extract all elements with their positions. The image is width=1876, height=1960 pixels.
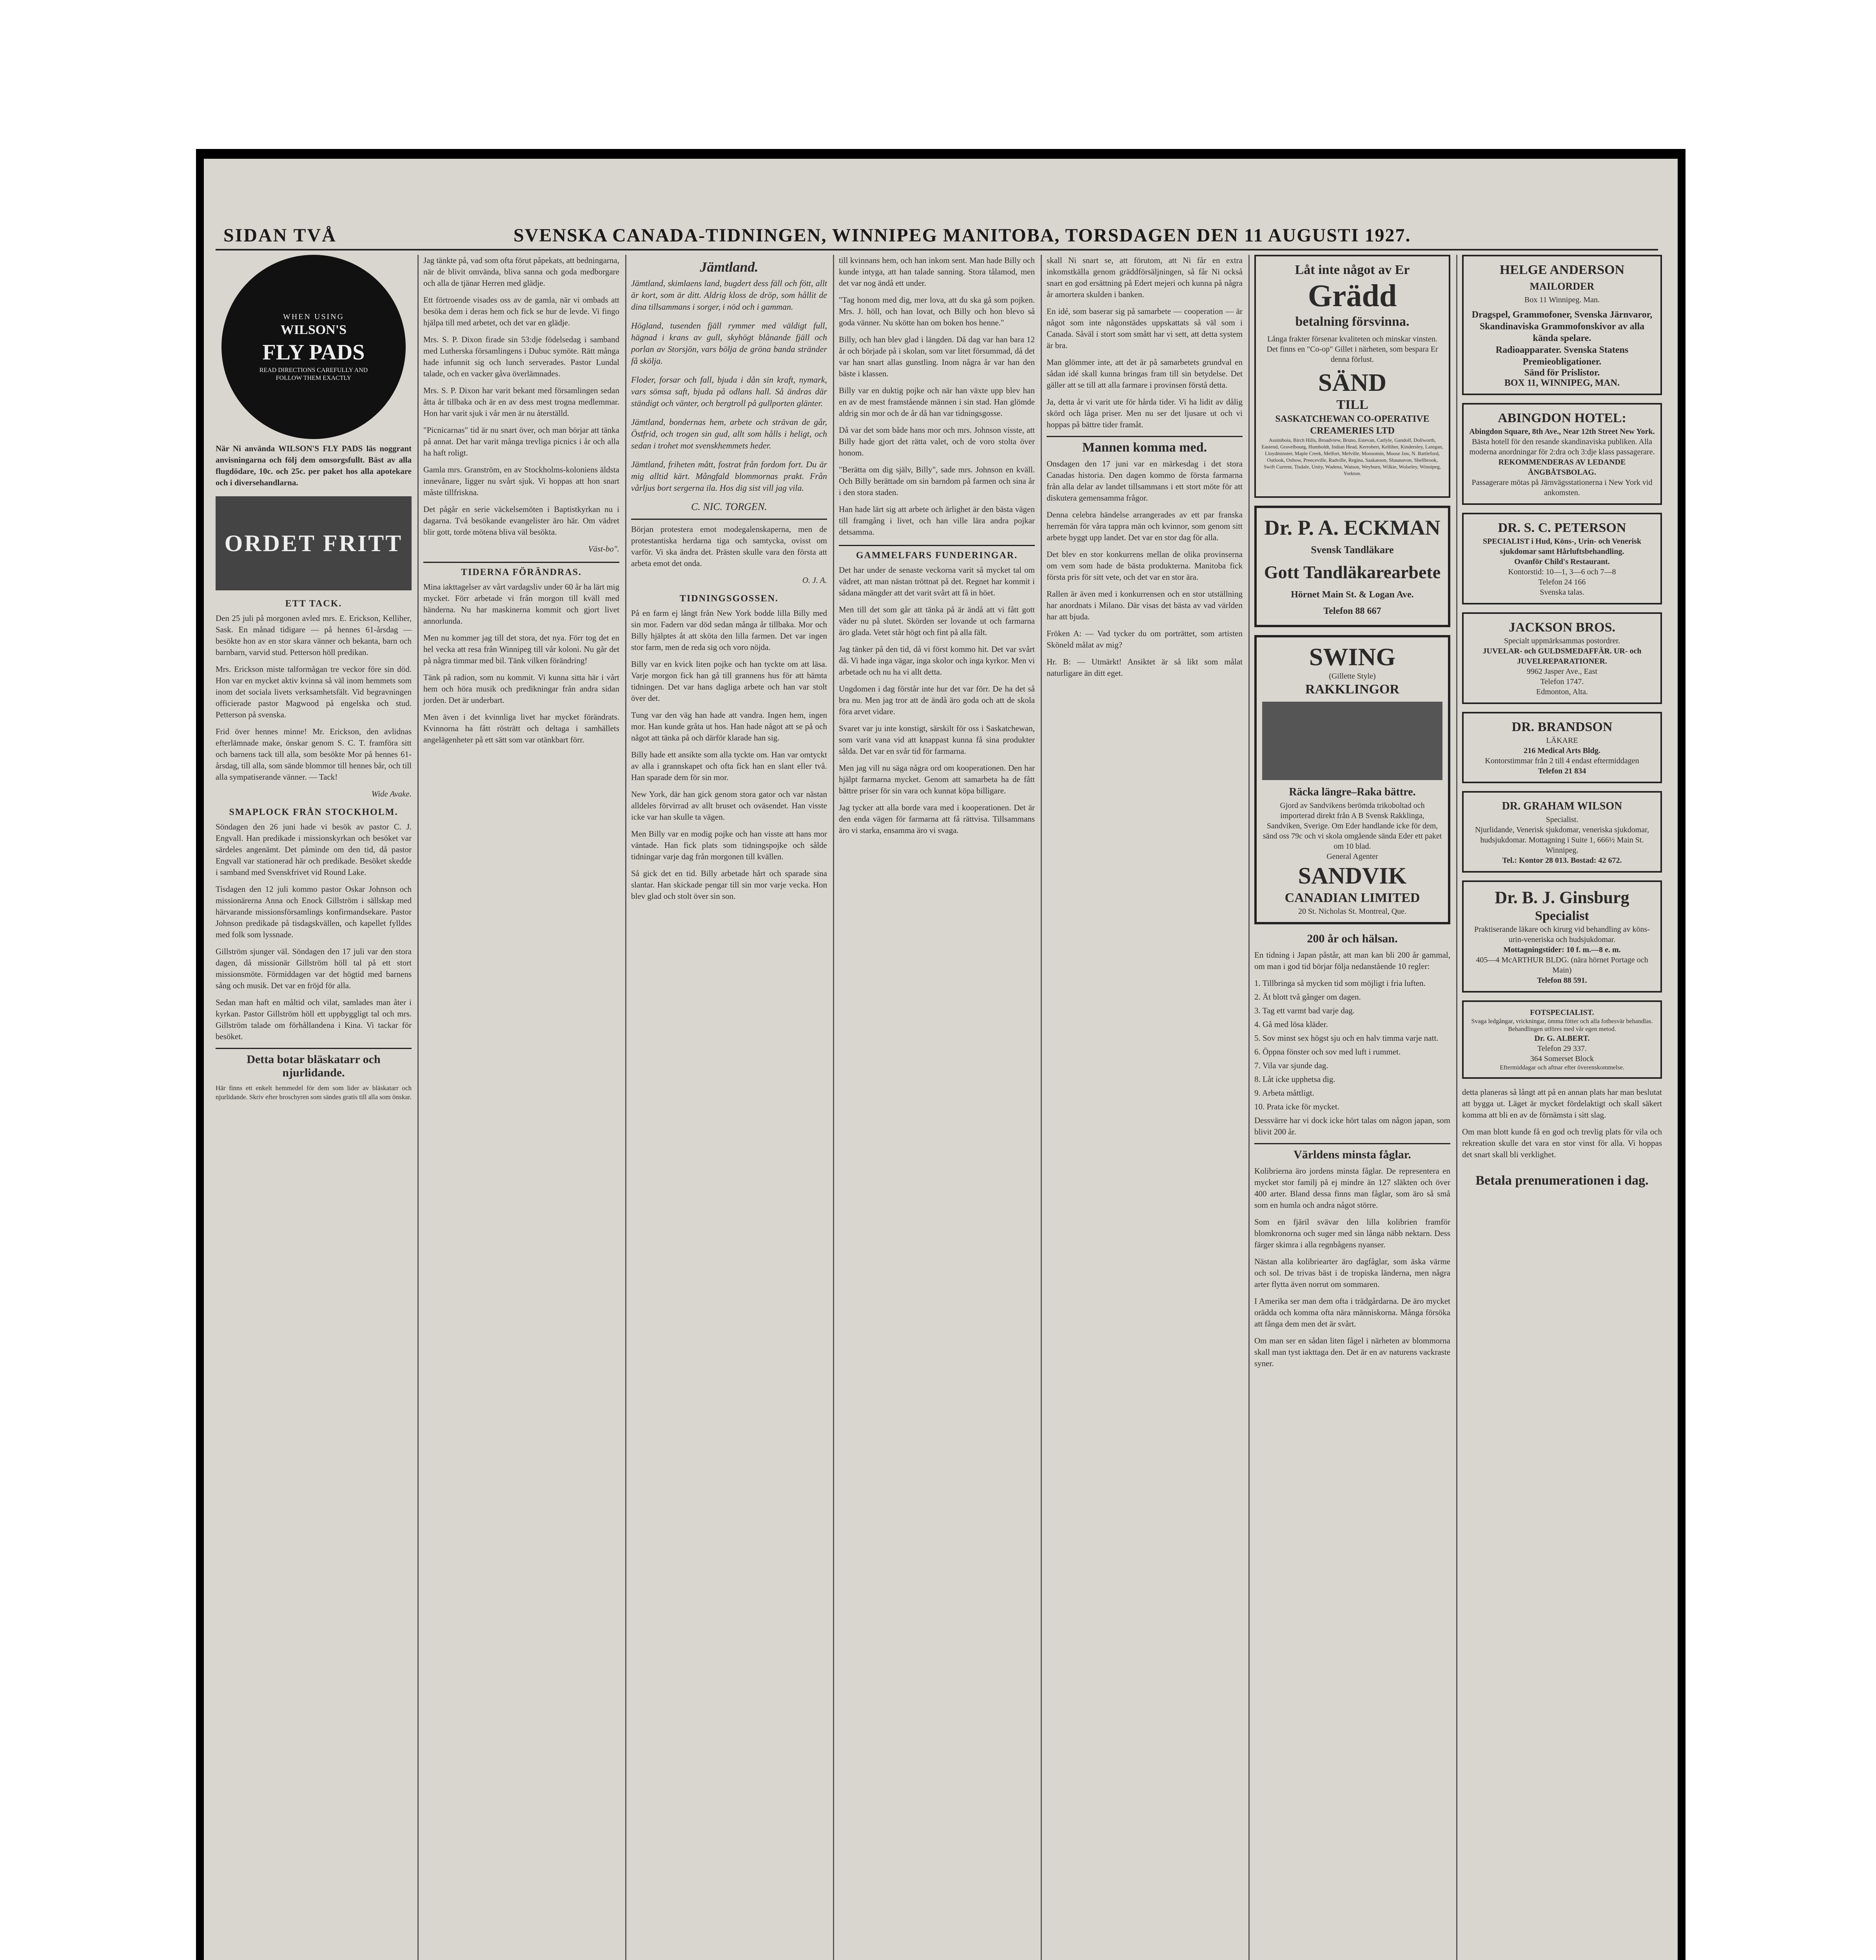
eckman-address: Hörnet Main St. & Logan Ave. <box>1291 590 1414 600</box>
col4-paragraph-4: Billy var en duktig pojke och när han växte upp blev han en av de mest framstående männen i sin stad. Han glömde aldrig sin mor och de år då han var tidningsgosse. <box>839 386 1035 418</box>
ginsburg-sub: Specialist <box>1535 909 1589 923</box>
col5-paragraph-3: Man glömmer inte, att det är på samarbetets grundval en sådan idé skall kunna bringas fram till sin betydelse. Det gäller att se till att alla farmare i provinsen förstå detta. <box>1047 358 1243 390</box>
swing-tagline: Räcka längre–Raka bättre. <box>1289 786 1416 798</box>
col2-paragraph-2: Ett förtroende visades oss av de gamla, när vi ombads att besöka dem i deras hem och fick se hur de levde. Vi fingo hjälpa till med arbetet, och det var en glädje. <box>423 295 619 327</box>
tack-title: ETT TACK. <box>285 599 342 609</box>
tid-body-3: Tung var den väg han hade att vandra. Ingen hem, ingen mor. Han kunde gråta ut hos. Han hade något att se på och något att tänka på och därför klarade han sig. <box>631 710 827 742</box>
halsan-rule-item: 3. Tag ett varmt bad varje dag. <box>1254 1006 1355 1015</box>
swing-body: Gjord av Sandvikens berömda trikoboltad och importerad direkt från A B Svensk Rakklinga, Sandviken, Sverige. Om Eder handlande icke för dem, sänd oss 79c och vi skola omgående sända Eder ett paket om 10 blad. <box>1263 801 1442 851</box>
peterson-hours: Kontorstid: 10—1, 3—6 och 7—8 <box>1508 568 1616 576</box>
gf-body-3: Jag tänker på den tid, då vi först kommo hit. Det var svårt då. Vi hade inga vägar, inga skolor och inga kyrkor. Men vi arbetade och nu ha vi allt detta. <box>839 644 1035 677</box>
anderson-address: Box 11 Winnipeg. Man. <box>1524 296 1600 304</box>
halsan-rule-item: 9. Arbeta måttligt. <box>1254 1088 1314 1098</box>
stockholm-body: Söndagen den 26 juni hade vi besök av pastor C. J. Engvall. Han predikade i missionskyrkan och besöket var särdeles angenämt. Det påminde om den tid, då pastor Engvall var stationerad här och predikade. Besöket skedde i samband med Svenskfrivet vid Round Lake. <box>216 822 412 877</box>
anderson-body-2: Radioapparater. Svenska Statens Premieobligationer. <box>1495 345 1629 367</box>
halsan-rule-item: 8. Låt icke upphetsa dig. <box>1254 1074 1335 1084</box>
flypads-line2: WILSON'S <box>280 323 347 337</box>
col2-paragraph-6: Gamla mrs. Granström, en av Stockholms-koloniens äldsta innevånare, ligger nu svårt sjuk. Vi hoppas att hon snart måste tillfriskna. <box>423 465 619 497</box>
swing-sub: (Gillette Style) <box>1329 672 1376 681</box>
jackson-city: Edmonton, Alta. <box>1536 688 1588 696</box>
flypads-ad <box>221 255 406 439</box>
faglar-body-4: I Amerika ser man dem ofta i trädgårdarna. De äro mycket orädda och komma ofta nära människorna. Många försöka att fånga dem men det är svårt. <box>1254 1296 1450 1328</box>
froken-a-line: Fröken A: — Vad tycker du om porträttet, som artisten Sköneld målat av mig? <box>1047 629 1243 650</box>
column-rule <box>1041 255 1042 1960</box>
jackson-body-2: JUVELAR- och GULDSMEDAFFÄR. UR- och JUVELREPARATIONER. <box>1482 647 1642 666</box>
abingdon-address: Abingdon Square, 8th Ave., Near 12th Street New York. <box>1469 427 1655 436</box>
halsan-rule-item: 5. Sov minst sex högst sju och en halv timma varje natt. <box>1254 1033 1439 1043</box>
col2-paragraph-5: "Picnicarnas" tid är nu snart över, och man börjar att tänka på annat. Det har varit många trevliga picnics i år och alla ha haft roligt. <box>423 425 619 457</box>
tid-body-4: Billy hade ett ansikte som alla tyckte om. Han var omtyckt av alla i grannskapet och ofta fick han en slant eller två. Han sparade dem för sin mor. <box>631 750 827 782</box>
stockholm-body-2: Tisdagen den 12 juli kommo pastor Oskar Johnson och missionärerna Anna och Enock Gillström i sällskap med härvarande missionsförsamlings konfirmandsekare. Pastor Johnson predikade på tisdagskvällen, och kapellet fylldes med folk som lyssnade. <box>216 884 412 939</box>
halsan-rule-item: 10. Prata icke för mycket. <box>1254 1102 1339 1111</box>
column-rule <box>1456 255 1457 1960</box>
tack-body-3: Frid över hennes minne! Mr. Erickson, den avlidnas efterlämnade make, önskar genom S. C. T. framföra sitt och barnens tack till alla, som besökte Mor på hennes 61-årsdag, till alla, som sände blommor till hennes bår, och till alla sympatiserande vänner. — Tack! <box>216 727 412 782</box>
abingdon-ad <box>1462 403 1662 505</box>
anderson-ad <box>1462 255 1662 395</box>
tack-signature: Wide Avake. <box>371 789 412 799</box>
mannen-body-2: Denna celebra händelse arrangerades av ett par franska herremän för våra tappra män och kvinnor, som genom sitt arbete byggt upp landet. Det var en stor dag för alla. <box>1047 510 1243 542</box>
halsan-rule-item: 2. Ät blott två gånger om dagen. <box>1254 992 1361 1002</box>
tid-body-2: Billy var en kvick liten pojke och han tyckte om att läsa. Varje morgon fick han gå till grannens hus för att hämta tidningen. Det var hans dagliga arbete och han var stolt över det. <box>631 659 827 703</box>
wilson-body: Njurlidande, Venerisk sjukdomar, veneriska sjukdomar, hudsjukdomar. Mottagning i Suite 1, 666½ Main St. Winnipeg. <box>1475 826 1649 855</box>
forandras-body-2: Men nu kommer jag till det stora, det nya. Förr tog det en hel vecka att resa från Winnipeg till vår koloni. Nu går det på några timmar med bil. Tänk vilken förändring! <box>423 633 619 665</box>
halsan-rule-item: 4. Gå med lösa kläder. <box>1254 1020 1328 1029</box>
brandson-name: DR. BRANDSON <box>1511 720 1613 734</box>
ginsburg-body: Praktiserande läkare och kirurg vid behandling av köns-urin-veneriska och hudsjukdomar. <box>1474 925 1650 944</box>
fotspec-address: 364 Somerset Block <box>1530 1054 1594 1063</box>
page-header <box>216 221 1658 250</box>
jackson-address: 9962 Jasper Ave., East <box>1526 667 1598 676</box>
gradd-line1: Låt inte något av Er <box>1295 263 1410 277</box>
col3-paragraph-1: Början protestera emot modegalenskaperna, men de protestantiska herdarna tiga och samtycka, ovisst om varför. Vi ska ändra det. Prästen skulle vara den första att arbeta emot det onda. <box>631 519 827 569</box>
col2-paragraph-1: Jag tänkte på, vad som ofta förut påpekats, att bedningarna, när de blivit omvända, bliva sanna och goda medborgare och alla de tjänar Herren med glädje. <box>423 256 619 288</box>
gf-body-6: Men jag vill nu säga några ord om kooperationen. Den har hjälpt farmarna mycket. Genom att samarbeta ha de fått bättre priser för sin vara och kunnat köpa billigare. <box>839 763 1035 795</box>
fotspec-name: Dr. G. ALBERT. <box>1534 1034 1590 1043</box>
abingdon-name: ABINGDON HOTEL: <box>1498 411 1626 425</box>
gf-body-4: Ungdomen i dag förstår inte hur det var förr. De ha det så bra nu. Men jag tror att de ändå äro goda och att de skola föra arvet vidare. <box>839 684 1035 716</box>
tid-body-7: Så gick det en tid. Billy arbetade hårt och sparade sina slantar. Han skickade pengar till sin mor varje vecka. Hon blev glad och stolt över sin son. <box>631 869 827 901</box>
eckman-sub: Svensk Tandläkare <box>1311 544 1394 555</box>
fotspec-phone: Telefon 29 337. <box>1537 1044 1587 1053</box>
poem-title: Jämtland. <box>700 259 758 275</box>
peterson-body-2: Ovanför Child's Restaurant. <box>1514 557 1610 566</box>
halsan-title: 200 år och hälsan. <box>1307 932 1398 945</box>
col5-paragraph-2: En idé, som baserar sig på samarbete — cooperation — är något som inte någonstädes uppskattats så väl som i Canada. Såväl i stort som smått har vi sett, att detta system är bra. <box>1047 307 1243 350</box>
column-6 <box>1254 255 1450 1375</box>
poem-stanza-1: Jämtland, skimlaens land, bugdert dess fäll och fött, allt är kort, som är ditt. Aldrig kloss de dröp, som hållit de dina tillsammans i sorger, i nöd och i gamman. <box>631 278 827 312</box>
gradd-send: SÄND <box>1318 368 1387 396</box>
swing-address: 20 St. Nicholas St. Montreal, Que. <box>1298 907 1407 916</box>
wilson-phone: Tel.: Kontor 28 013. Bostad: 42 672. <box>1502 856 1622 865</box>
detta-body: Här finns ett enkelt hemmedel för dem som lider av bläskatarr och njurlidande. Skriv efter broschyren som sändes gratis till alla som önskar. <box>216 1084 412 1101</box>
ginsburg-hours: Mottagningstider: 10 f. m.—8 e. m. <box>1503 946 1621 954</box>
swing-ad <box>1254 635 1450 924</box>
hr-b-line: Hr. B: — Utmärkt! Ansiktet är så likt som målat naturligare än ditt eget. <box>1047 657 1243 678</box>
column-rule <box>417 255 419 1960</box>
gf-body: Det har under de senaste veckorna varit så mycket tal om vädret, att man nästan tröttnat på det. Regnet har kommit i sådana mängder att det varit svårt att få in höet. <box>839 565 1035 597</box>
ginsburg-ad <box>1462 880 1662 993</box>
flypads-line4: READ DIRECTIONS CAREFULLY AND FOLLOW THEM EXACTLY <box>259 367 368 381</box>
gradd-till: TILL <box>1336 397 1368 412</box>
forandras-title: TIDERNA FÖRÄNDRAS. <box>423 562 619 578</box>
halsan-rule-item: 1. Tillbringa så mycken tid som möjligt i fria luften. <box>1254 978 1426 988</box>
jackson-name: JACKSON BROS. <box>1508 620 1616 635</box>
column-3 <box>631 255 827 907</box>
peterson-lang: Svenska talas. <box>1540 588 1584 597</box>
poem-stanza-2: Högland, tusenden fjäll rymmer med väldigt full, hägnad i krans av gull, skyhögt blånande fjäll och porlan av Storsjön, vars bölja de gröna banda stränder få skölja. <box>631 321 827 366</box>
faglar-body-3: Nästan alla kolibriearter äro dagfåglar, som äska värme och sol. De trivas bäst i de tropiska länderna, men några arter flytta även norrut om sommaren. <box>1254 1257 1450 1289</box>
abingdon-body-2: REKOMMENDERAS AV LEDANDE ÅNGBÅTSBOLAG. <box>1498 458 1626 477</box>
column-5 <box>1047 255 1243 684</box>
tid-body: På en farm ej långt från New York bodde lilla Billy med sin mor. Fadern var död sedan många år tillbaka. Mor och Billy hjälptes åt att sköta den lilla farmen. Det var ingen stor farm, men de reda sig och voro nöjda. <box>631 608 827 652</box>
col2-paragraph-3: Mrs. S. P. Dixon firade sin 53:dje födelsedag i samband med Lutherska församlingens i Dubuc symöte. Rätt många hade infunnit sig och lunch serverades. Pastor Lundal talade, och en vacker gåva överlämnades. <box>423 335 619 378</box>
fotspec-body: Svaga ledgångar, vrickningar, ömma fötter och alla fotbesvär behandlas. Behandlingen utföres med vår egen metod. <box>1471 1018 1653 1033</box>
brandson-phone: Telefon 21 834 <box>1538 767 1586 775</box>
peterson-phone: Telefon 24 166 <box>1538 578 1586 586</box>
gammelfar-title: GAMMELFARS FUNDERINGAR. <box>839 545 1035 561</box>
ginsburg-address: 405—4 McARTHUR BLDG. (nära hörnet Portage och Main) <box>1476 956 1648 975</box>
gradd-line3: betalning försvinna. <box>1295 314 1410 329</box>
mannen-body: Onsdagen den 17 juni var en märkesdag i det stora Canadas historia. Den dagen kommo de första farmarna från alla delar av landet tillsammans i ett stort möte för att diskutera gemensamma frågor. <box>1047 459 1243 503</box>
column-rule <box>625 255 626 1960</box>
ginsburg-name: Dr. B. J. Ginsburg <box>1495 888 1629 907</box>
gradd-line2: Grädd <box>1308 279 1397 313</box>
tid-body-6: Men Billy var en modig pojke och han visste att hans mor väntade. Han fick plats som tidningspojke och sålde tidningar varje dag från morgonen till kvällen. <box>631 829 827 861</box>
forandras-body-3: Tänk på radion, som nu kommit. Vi kunna sitta här i vårt hem och höra musik och predikningar från andra sidan jorden. Det är underbart. <box>423 673 619 705</box>
column-1 <box>216 255 412 1107</box>
column-4 <box>839 255 1035 842</box>
col7-slut-text: detta planeras så långt att på en annan plats har man beslutat att bygga ut. Läget är mycket fördelaktigt och skall säkert komma att bli en av de förnämsta i sitt slag. <box>1462 1087 1662 1120</box>
ordet-fritt-banner: ORDET FRITT <box>216 496 412 590</box>
gf-body-2: Men till det som går att tänka på är ändå att vi fått gott väder nu på slutet. Skörden ser lovande ut och farmarna äro glada. Vetet står högt och fint på alla fält. <box>839 605 1035 637</box>
col4-paragraph-6: "Berätta om dig själv, Billy", sade mrs. Johnson en kväll. Och Billy berättade om sin barndom på farmen och sina år i den stora staden. <box>839 465 1035 497</box>
anderson-sub: MAILORDER <box>1529 281 1595 292</box>
col3-signature: O. J. A. <box>802 575 827 585</box>
gradd-ad <box>1254 255 1450 498</box>
wilson-name: DR. GRAHAM WILSON <box>1502 800 1622 812</box>
tack-body: Den 25 juli på morgonen avled mrs. E. Erickson, Kelliher, Sask. En månad tidigare — på hennes 61-årsdag — besökte hon av en stor skara vänner och bekanta, barn och barnbarn, varvid stud. Petterson höll predikan. <box>216 613 412 657</box>
col4-paragraph-5: Då var det som både hans mor och mrs. Johnson visste, att Billy hade gjort det rätta valet, och de voro stolta över honom. <box>839 425 1035 457</box>
eckman-ad <box>1254 506 1450 627</box>
jackson-body: Specialt uppmärksammas postordrer. <box>1504 637 1620 645</box>
eckman-phone: Telefon 88 667 <box>1323 606 1381 616</box>
col5-paragraph-4: Ja, detta år vi varit ute för hårda tider. Vi ha lidit av dålig skörd och låga priser. Men nu ser det ljusare ut och vi hoppas på bättre tider framåt. <box>1047 397 1243 429</box>
halsan-end: Dessvärre har vi dock icke hört talas om någon japan, som blivit 200 år. <box>1254 1116 1450 1136</box>
peterson-ad <box>1462 513 1662 604</box>
betala-notice: Betala prenumerationen i dag. <box>1475 1173 1649 1188</box>
mannen-body-3: Det blev en stor konkurrens mellan de olika provinserna om vem som hade de bästa produkterna. Manitoba fick första pris för sitt vete, och det var en stor ära. <box>1047 550 1243 582</box>
poem-stanza-5: Jämtland, friheten mått, fostrat från fordom fort. Du är mig alltid kärt. Mångfald blommornas prakt. Från vårljus bort sergerna ila. Hos dig sist vill jag vila. <box>631 459 827 493</box>
gradd-places: Assiniboia, Birch Hills, Broadview, Bruno, Estevan, Carlyle, Gandolf, Dollworth, Eastend, Gravelbourg, Humboldt, Indian Head, Kerrobert, Kelliher, Kindersley, Lanigan, Lloydminster, Maple Creek, Melfort, Melville, Moosomin, Moose Jaw, N. Battleford, Outlook, Oxbow, Preeceville, Radville, Regina, Saskatoon, Shaunavon, Shellbrook, Swift Current, Tisdale, Unity, Wadena, Watson, Weyburn, Wilkie, Wolseley, Winnipeg, Yorkton. <box>1261 437 1443 476</box>
eckman-slogan: Gott Tandläkarearbete <box>1264 562 1441 582</box>
halsan-body: En tidning i Japan påstår, att man kan bli 200 år gammal, om man i god tid börjar följa nedanstående 10 regler: <box>1254 950 1450 971</box>
wilson-sub: Specialist. <box>1546 815 1578 824</box>
halsan-rule-item: 6. Öppna fönster och sov med luft i rummet. <box>1254 1047 1401 1056</box>
jackson-phone: Telefon 1747. <box>1540 677 1584 686</box>
brandson-ad <box>1462 712 1662 783</box>
fotspecialist-ad <box>1462 1000 1662 1079</box>
faglar-body-2: Som en fjäril svävar den lilla kolibrien framför blomkronorna och suger med sin långa näbb nektarn. Dess färger skimra i alla regnbågens nyanser. <box>1254 1217 1450 1249</box>
swing-product: RAKKLINGOR <box>1305 682 1399 697</box>
forandras-body: Mina iakttagelser av vårt vardagsliv under 60 år ha lärt mig mycket. Förr arbetade vi från morgon till kväll med händerna. Nu har maskinerna kommit och gjort livet annorlunda. <box>423 582 619 626</box>
fotspec-hours: Eftermiddagar och aftnar efter överenskommelse. <box>1500 1064 1624 1071</box>
swing-company: SANDVIK <box>1298 863 1407 889</box>
anderson-name: HELGE ANDERSON <box>1499 263 1625 277</box>
stockholm-title: SMAPLOCK FRÅN STOCKHOLM. <box>229 807 398 817</box>
poem-stanza-3: Floder, forsar och fall, bjuda i dån sin kraft, nymark, vars sömsa saft, bjuda på odlans hall. Så ändras där ständigt och vänter, och bergtroll på gullporten glänter. <box>631 375 827 408</box>
halsan-rule-list <box>1254 978 1450 1112</box>
brandson-hours: Kontorstimmar från 2 till 4 endast eftermiddagen <box>1485 757 1639 765</box>
column-rule <box>1248 255 1250 1960</box>
col4-paragraph-7: Han hade lärt sig att arbete och ärlighet är den bästa vägen till framgång i livet, och han ville lära andra pojkar detsamma. <box>839 505 1035 537</box>
flypads-body: När Ni använda WILSON'S FLY PADS läs noggrant anvisningarna och följ dem omsorgsfullt. Bäst av alla flugdödare, 10c. och 25c. per paket hos alla apotekare och i diversehandlarna. <box>216 444 412 487</box>
column-2 <box>423 255 619 751</box>
page-label: SIDAN TVÅ <box>223 225 337 246</box>
ginsburg-phone: Telefon 88 591. <box>1537 976 1587 985</box>
anderson-address-2: BOX 11, WINNIPEG, MAN. <box>1504 378 1620 388</box>
gf-body-7: Jag tycker att alla borde vara med i kooperationen. Det är den enda vägen för farmarna att få rättvisa. Tillsammans äro vi starka, ensamma äro vi svaga. <box>839 803 1035 835</box>
mannen-body-4: Rallen är även med i konkurrensen och en stor utställning har anordnats i Milano. Där visas det bästa av vad världen har att bjuda. <box>1047 589 1243 621</box>
razor-image <box>1262 702 1442 780</box>
peterson-name: DR. S. C. PETERSON <box>1498 521 1626 535</box>
flypads-line3: FLY PADS <box>262 340 365 365</box>
gf-body-5: Svaret var ju inte konstigt, särskilt för oss i Saskatchewan, som varit vana vid att knappast kunna få sina produkter sålda. Det var en svår tid för farmarna. <box>839 724 1035 756</box>
tack-body-2: Mrs. Erickson miste talformågan tre veckor före sin död. Hon var en mycket aktiv kvinna så väl inom hemmets som inom det sociala livets verksamhetsfält. Vid begravningen officierade pastor Magwood på engelska och stud. Petterson på svenska. <box>216 664 412 719</box>
tid-body-5: New York, där han gick genom stora gator och var nästan alldeles förvirrad av allt bruset och oväsendet. Han visste icke var han skulle ta vägen. <box>631 789 827 822</box>
poem-signature: C. NIC. TORGEN. <box>691 501 767 512</box>
column-7 <box>1462 255 1662 1193</box>
newspaper-page <box>204 159 1678 1960</box>
wilson-ad <box>1462 791 1662 873</box>
masthead: SVENSKA CANADA-TIDNINGEN, WINNIPEG MANITOBA, TORSDAGEN DEN 11 AUGUSTI 1927. <box>513 225 1411 246</box>
tidningsgossen-title: TIDNINGSGOSSEN. <box>679 593 779 604</box>
fotspec-title: FOTSPECIALIST. <box>1530 1008 1594 1017</box>
swing-company-2: CANADIAN LIMITED <box>1285 891 1420 905</box>
col2-signature: Väst-bo". <box>588 544 619 554</box>
col7-slut-text-2: Om man blott kunde få en god och trevlig plats för vila och rekreation skulle det vara en stor vinst för alla. Vi hoppas det snart skall bli verklighet. <box>1462 1127 1662 1159</box>
col4-paragraph-3: Billy, och han blev glad i längden. Då dag var han bara 12 år och började på i skolan, som var litet försummad, då det var han snart allas gunstling. Inom några år var han den bäste i klassen. <box>839 335 1035 378</box>
eckman-name: Dr. P. A. ECKMAN <box>1264 516 1441 539</box>
gradd-coop: SASKATCHEWAN CO-OPERATIVE CREAMERIES LTD <box>1275 414 1430 436</box>
faglar-body-5: Om man ser en sådan liten fågel i närheten av blommorna skall man tyst iakttaga den. Det är en av naturens vackraste syner. <box>1254 1336 1450 1368</box>
abingdon-body: Bästa hotell för den resande skandinaviska publiken. Alla moderna anordningar för 2:dra och 3:dje klass passagerare. <box>1469 437 1655 456</box>
col4-paragraph-1: till kvinnans hem, och han inkom sent. Man hade Billy och kunde intyga, att han talade sanning. Stora tålamod, men det var nog ändå ett under. <box>839 256 1035 288</box>
col5-paragraph-1: skall Ni snart se, att förutom, att Ni får en extra inkomstkälla genom gräddförsäljningen, så får Ni också snart en god ersättning på Edert mejeri och kunna på några år amortera skulden i banken. <box>1047 256 1243 299</box>
jackson-ad <box>1462 612 1662 704</box>
mannen-title: Mannen komma med. <box>1047 436 1243 454</box>
stockholm-body-4: Sedan man haft en måltid och vilat, samlades man åter i kyrkan. Pastor Gillström höll ett uppbyggligt tal och mrs. Gillström talade om förhållandena i Kina. Vi tackar för besöket. <box>216 998 412 1041</box>
col4-paragraph-2: "Tag honom med dig, mer lova, att du ska gå som pojken. Mrs. J. höll, och han lovat, och Billy och hon blevo så goda vänner. Nu skötte han om boken hos henne." <box>839 295 1035 327</box>
column-rule <box>833 255 834 1960</box>
stockholm-body-3: Gillström sjunger väl. Söndagen den 17 juli var den stora dagen, då missionär Gillström höll tal på ett stort missionsmöte. Förmiddagen var det högtid med barnens sång och musik. Det var en fröjd för alla. <box>216 947 412 990</box>
swing-title: SWING <box>1309 643 1396 671</box>
detta-title: Detta botar bläskatarr och njurlidande. <box>216 1048 412 1080</box>
brandson-sub: LÄKARE <box>1546 736 1578 745</box>
abingdon-body-3: Passagerare mötas på Järnvägsstationerna i New York vid ankomsten. <box>1471 478 1653 497</box>
col2-paragraph-4: Mrs. S. P. Dixon har varit bekant med församlingen sedan åtta år tillbaka och är en av dess mest trogna medlemmar. Hon har varit sjuk i vår men är nu återställd. <box>423 386 619 418</box>
forandras-body-4: Men även i det kvinnliga livet har mycket förändrats. Kvinnorna ha fått rösträtt och deltaga i samhällets angelägenheter på ett sätt som var otänkbart förr. <box>423 712 619 744</box>
anderson-body: Dragspel, Grammofoner, Svenska Järnvaror, Skandinaviska Grammofonskivor av alla kända spelare. <box>1471 310 1653 343</box>
swing-agent: General Agenter <box>1326 852 1378 861</box>
faglar-body: Kolibrierna äro jordens minsta fåglar. De representera en mycket stor familj på ej mindre än 127 släkten och över 400 arter. Bland dessa finns man fåglar, som äro så små som en humla och andra något större. <box>1254 1166 1450 1210</box>
col2-paragraph-7: Det pågår en serie väckelsemöten i Baptistkyrkan nu i dagarna. Två besökande evangelister äro här. Om vädret blir gott, torde mötena bliva väl besökta. <box>423 505 619 537</box>
poem-stanza-4: Jämtland, bondernas hem, arbete och strävan de går, Östfrid, och trogen sin gud, allt som hålls i heligt, och sedan i trohet mot svenskhemmets heder. <box>631 417 827 450</box>
flypads-line1: WHEN USING <box>283 312 345 321</box>
peterson-body: SPECIALIST i Hud, Köns-, Urin- och Venerisk sjukdomar samt Hårluftsbehandling. <box>1482 537 1642 556</box>
brandson-address: 216 Medical Arts Bldg. <box>1524 746 1600 755</box>
faglar-title: Världens minsta fåglar. <box>1254 1143 1450 1161</box>
halsan-rule-item: 7. Vila var sjunde dag. <box>1254 1061 1328 1070</box>
anderson-body-3: Sänd för Prislistor. <box>1524 368 1600 378</box>
gradd-body: Långa frakter försenar kvaliteten och minskar vinsten. Det finns en "Co-op" Gillet i närheten, som bespara Er denna förlust. <box>1266 335 1438 364</box>
